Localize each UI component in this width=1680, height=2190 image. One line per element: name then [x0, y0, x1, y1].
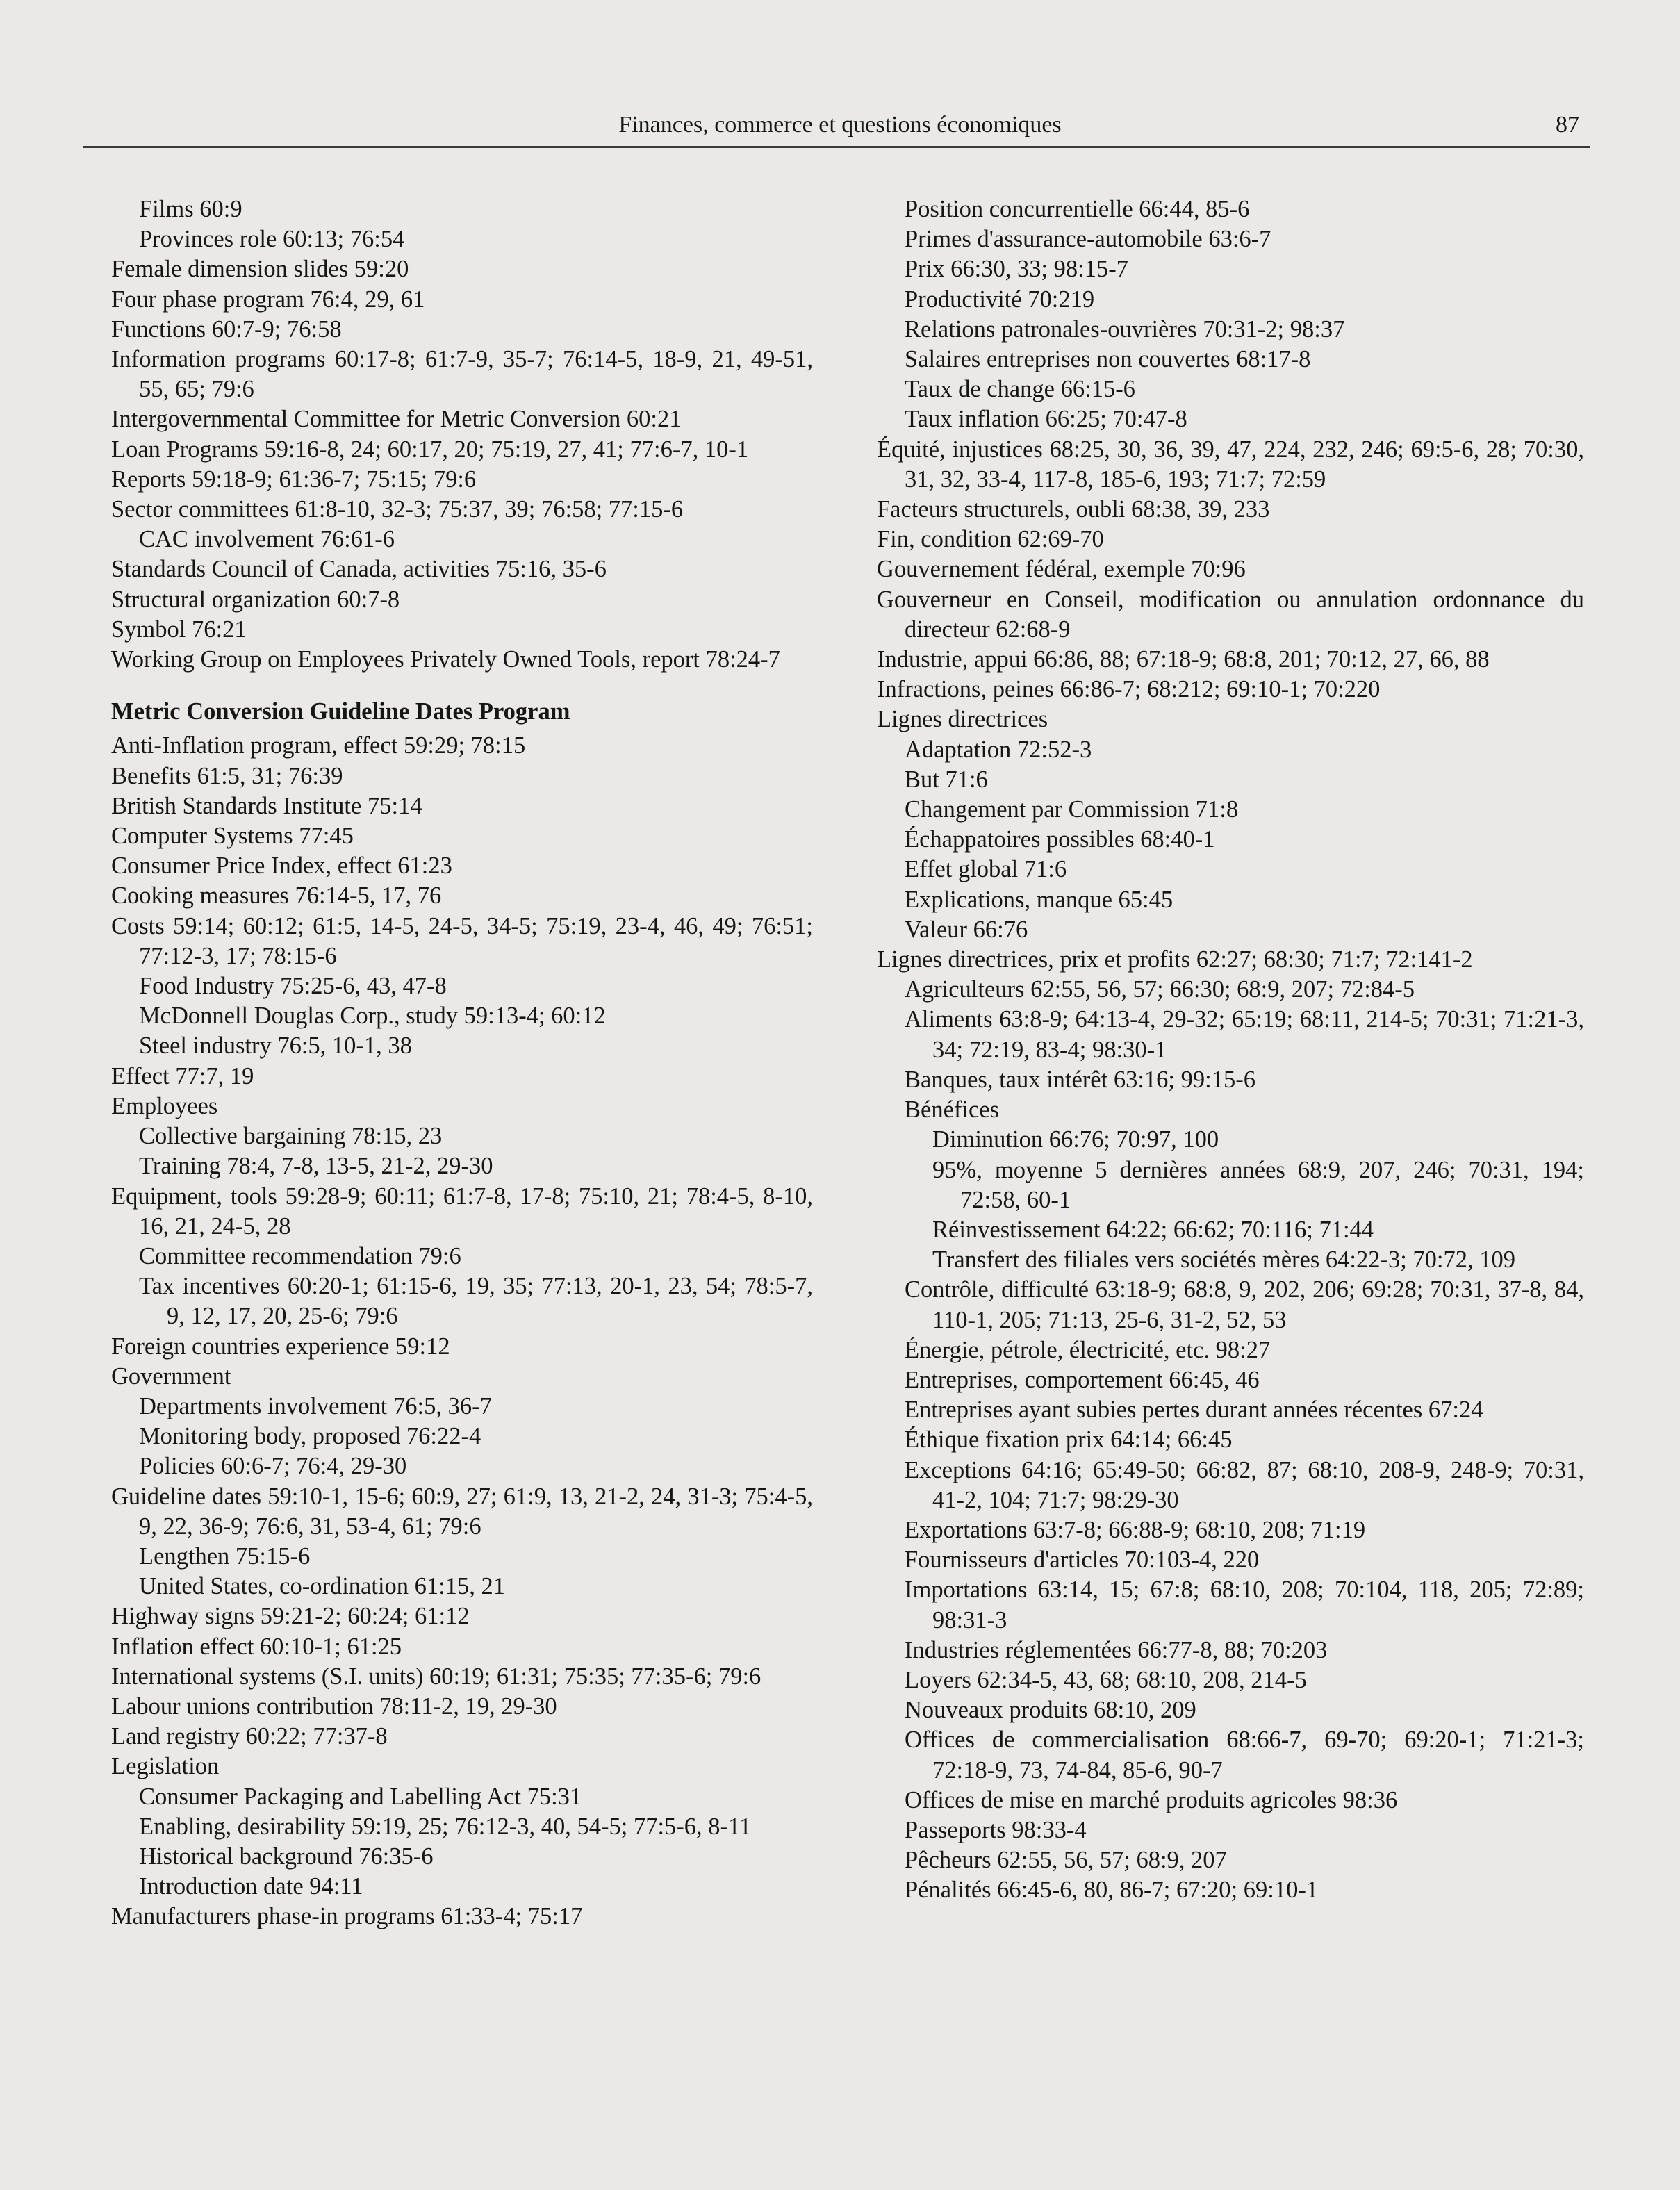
- index-entry: Gouvernement fédéral, exemple 70:96: [877, 556, 1246, 583]
- index-entry: But 71:6: [905, 766, 988, 793]
- index-entry: Adaptation 72:52-3: [905, 736, 1092, 763]
- index-entry: Taux de change 66:15-6: [905, 376, 1135, 403]
- index-entry: Equipment, tools 59:28-9; 60:11; 61:7-8, 17-8; 75:10, 21; 78:4-5, 8-10, 16, 21, 24-5, 28: [111, 1183, 813, 1240]
- index-section-heading: Metric Conversion Guideline Dates Program: [111, 698, 570, 725]
- index-entry: Explications, manque 65:45: [905, 886, 1173, 913]
- index-entry: Prix 66:30, 33; 98:15-7: [905, 256, 1129, 283]
- index-entry: Costs 59:14; 60:12; 61:5, 14-5, 24-5, 34-5; 75:19, 23-4, 46, 49; 76:51; 77:12-3, 17; 78:15-6: [111, 912, 813, 969]
- index-entry: Passeports 98:33-4: [905, 1816, 1087, 1843]
- index-entry: United States, co-ordination 61:15, 21: [139, 1573, 506, 1600]
- index-entry: Diminution 66:76; 70:97, 100: [932, 1126, 1219, 1153]
- index-entry: Labour unions contribution 78:11-2, 19, 29-30: [111, 1693, 557, 1720]
- index-entry: Agriculteurs 62:55, 56, 57; 66:30; 68:9, 207; 72:84-5: [905, 976, 1415, 1003]
- index-entry: Sector committees 61:8-10, 32-3; 75:37, 39; 76:58; 77:15-6: [111, 496, 684, 523]
- index-entry: Collective bargaining 78:15, 23: [139, 1123, 443, 1150]
- index-entry: Foreign countries experience 59:12: [111, 1333, 450, 1360]
- index-entry: Working Group on Employees Privately Owned Tools, report 78:24-7: [111, 646, 780, 673]
- index-entry: Effet global 71:6: [905, 856, 1067, 883]
- index-entry: Employees: [111, 1092, 218, 1119]
- index-entry: Steel industry 76:5, 10-1, 38: [139, 1032, 412, 1060]
- index-entry: Food Industry 75:25-6, 43, 47-8: [139, 973, 447, 1000]
- index-entry: Historical background 76:35-6: [139, 1843, 434, 1870]
- index-entry: Bénéfices: [905, 1096, 1000, 1123]
- index-entry: Banques, taux intérêt 63:16; 99:15-6: [905, 1066, 1255, 1093]
- index-entry: Committee recommendation 79:6: [139, 1242, 461, 1269]
- index-entry: Government: [111, 1362, 231, 1390]
- index-entry: Position concurrentielle 66:44, 85-6: [905, 196, 1250, 222]
- index-entry: Lignes directrices, prix et profits 62:27; 68:30; 71:7; 72:141-2: [877, 946, 1473, 973]
- index-entry: Standards Council of Canada, activities 75:16, 35-6: [111, 556, 607, 583]
- index-entry: Policies 60:6-7; 76:4, 29-30: [139, 1453, 407, 1480]
- index-entry: Computer Systems 77:45: [111, 823, 354, 850]
- index-entry: Consumer Packaging and Labelling Act 75:31: [139, 1783, 582, 1810]
- index-entry: Legislation: [111, 1753, 220, 1780]
- index-entry: Information programs 60:17-8; 61:7-9, 35-7; 76:14-5, 18-9, 21, 49-51, 55, 65; 79:6: [111, 346, 813, 403]
- index-entry: Lengthen 75:15-6: [139, 1542, 311, 1570]
- index-entry: Benefits 61:5, 31; 76:39: [111, 762, 343, 789]
- index-entry: International systems (S.I. units) 60:19; 61:31; 75:35; 77:35-6; 79:6: [111, 1663, 761, 1690]
- index-entry: Gouverneur en Conseil, modification ou annulation ordonnance du directeur 62:68-9: [877, 586, 1584, 643]
- page-header-title: Finances, commerce et questions économiques: [618, 112, 1062, 138]
- index-entry: Primes d'assurance-automobile 63:6-7: [905, 226, 1271, 253]
- index-entry: 95%, moyenne 5 dernières années 68:9, 207, 246; 70:31, 194; 72:58, 60-1: [932, 1156, 1584, 1213]
- header-rule: [83, 146, 1590, 148]
- index-entry: Échappatoires possibles 68:40-1: [905, 826, 1215, 853]
- index-entry: Entreprises ayant subies pertes durant années récentes 67:24: [905, 1397, 1483, 1424]
- index-entry: Relations patronales-ouvrières 70:31-2; 98:37: [905, 315, 1345, 343]
- index-entry: Éthique fixation prix 64:14; 66:45: [905, 1426, 1233, 1454]
- index-entry: Manufacturers phase-in programs 61:33-4; 75:17: [111, 1903, 583, 1930]
- index-entry: Training 78:4, 7-8, 13-5, 21-2, 29-30: [139, 1153, 493, 1180]
- index-entry: Consumer Price Index, effect 61:23: [111, 853, 452, 880]
- index-entry: Functions 60:7-9; 76:58: [111, 315, 342, 343]
- index-entry: Offices de mise en marché produits agricoles 98:36: [905, 1786, 1398, 1813]
- index-column-left: [111, 195, 813, 1932]
- index-entry: Industrie, appui 66:86, 88; 67:18-9; 68:8, 201; 70:12, 27, 66, 88: [877, 646, 1490, 673]
- index-entry: Inflation effect 60:10-1; 61:25: [111, 1633, 402, 1660]
- index-entry: Four phase program 76:4, 29, 61: [111, 286, 425, 313]
- index-entry: Introduction date 94:11: [139, 1873, 363, 1900]
- index-entry: Female dimension slides 59:20: [111, 256, 409, 283]
- index-column-right: [877, 195, 1584, 1906]
- index-entry: Loan Programs 59:16-8, 24; 60:17, 20; 75:19, 27, 41; 77:6-7, 10-1: [111, 436, 749, 463]
- index-entry: Films 60:9: [139, 196, 242, 222]
- index-entry: Productivité 70:219: [905, 286, 1095, 313]
- index-entry: British Standards Institute 75:14: [111, 792, 422, 819]
- index-entry: Énergie, pétrole, électricité, etc. 98:27: [905, 1336, 1271, 1363]
- index-entry: Loyers 62:34-5, 43, 68; 68:10, 208, 214-5: [905, 1666, 1307, 1693]
- index-entry: Anti-Inflation program, effect 59:29; 78:15: [111, 732, 526, 759]
- index-entry: Nouveaux produits 68:10, 209: [905, 1697, 1196, 1724]
- index-entry: Highway signs 59:21-2; 60:24; 61:12: [111, 1603, 470, 1630]
- index-entry: Équité, injustices 68:25, 30, 36, 39, 47, 224, 232, 246; 69:5-6, 28; 70:30, 31, 32, 33-4, 117-8, 185-6, 193; 71:7; 72:59: [877, 436, 1584, 493]
- index-entry: Provinces role 60:13; 76:54: [139, 226, 405, 253]
- page-number: 87: [1556, 112, 1579, 138]
- index-entry: Salaires entreprises non couvertes 68:17-8: [905, 346, 1311, 373]
- index-entry: Enabling, desirability 59:19, 25; 76:12-3, 40, 54-5; 77:5-6, 8-11: [139, 1813, 752, 1840]
- index-entry: Reports 59:18-9; 61:36-7; 75:15; 79:6: [111, 466, 477, 493]
- index-entry: Pêcheurs 62:55, 56, 57; 68:9, 207: [905, 1847, 1227, 1874]
- index-entry: Effect 77:7, 19: [111, 1062, 254, 1089]
- index-entry: Contrôle, difficulté 63:18-9; 68:8, 9, 202, 206; 69:28; 70:31, 37-8, 84, 110-1, 205; 71:13, 25-6, 31-2, 52, 53: [905, 1276, 1584, 1333]
- index-entry: Exceptions 64:16; 65:49-50; 66:82, 87; 68:10, 208-9, 248-9; 70:31, 41-2, 104; 71:7; 98:29-30: [905, 1456, 1584, 1513]
- index-entry: Fin, condition 62:69-70: [877, 526, 1104, 553]
- index-entry: Facteurs structurels, oubli 68:38, 39, 233: [877, 496, 1270, 523]
- index-entry: Réinvestissement 64:22; 66:62; 70:116; 71:44: [932, 1216, 1374, 1243]
- index-entry: McDonnell Douglas Corp., study 59:13-4; 60:12: [139, 1003, 606, 1030]
- index-entry: Infractions, peines 66:86-7; 68:212; 69:10-1; 70:220: [877, 676, 1381, 703]
- index-entry: Aliments 63:8-9; 64:13-4, 29-32; 65:19; 68:11, 214-5; 70:31; 71:21-3, 34; 72:19, 83-4; 98:30-1: [905, 1006, 1584, 1063]
- index-entry: Importations 63:14, 15; 67:8; 68:10, 208; 70:104, 118, 205; 72:89; 98:31-3: [905, 1576, 1584, 1633]
- index-entry: Pénalités 66:45-6, 80, 86-7; 67:20; 69:10-1: [905, 1877, 1319, 1904]
- index-entry: Intergovernmental Committee for Metric Conversion 60:21: [111, 406, 682, 433]
- index-entry: Changement par Commission 71:8: [905, 796, 1239, 823]
- index-entry: Cooking measures 76:14-5, 17, 76: [111, 882, 442, 909]
- index-entry: Structural organization 60:7-8: [111, 586, 400, 613]
- index-entry: Departments involvement 76:5, 36-7: [139, 1392, 492, 1419]
- index-entry: Valeur 66:76: [905, 916, 1028, 943]
- index-entry: Taux inflation 66:25; 70:47-8: [905, 406, 1187, 433]
- index-entry: Land registry 60:22; 77:37-8: [111, 1723, 388, 1750]
- index-entry: Exportations 63:7-8; 66:88-9; 68:10, 208; 71:19: [905, 1516, 1366, 1543]
- index-entry: Symbol 76:21: [111, 616, 247, 643]
- index-entry: Offices de commercialisation 68:66-7, 69-70; 69:20-1; 71:21-3; 72:18-9, 73, 74-84, 85-6, 90-7: [905, 1727, 1584, 1784]
- index-entry: Fournisseurs d'articles 70:103-4, 220: [905, 1547, 1260, 1574]
- index-entry: Entreprises, comportement 66:45, 46: [905, 1366, 1260, 1393]
- index-entry: Tax incentives 60:20-1; 61:15-6, 19, 35; 77:13, 20-1, 23, 54; 78:5-7, 9, 12, 17, 20, 25-6; 79:6: [139, 1273, 813, 1330]
- index-entry: Guideline dates 59:10-1, 15-6; 60:9, 27; 61:9, 13, 21-2, 24, 31-3; 75:4-5, 9, 22, 36-9; 76:6, 31, 53-4, 61; 79:6: [111, 1483, 813, 1540]
- index-entry: Industries réglementées 66:77-8, 88; 70:203: [905, 1636, 1328, 1663]
- index-entry: Transfert des filiales vers sociétés mères 64:22-3; 70:72, 109: [932, 1246, 1516, 1274]
- index-entry: Monitoring body, proposed 76:22-4: [139, 1423, 481, 1450]
- index-entry: Lignes directrices: [877, 706, 1048, 733]
- index-entry: CAC involvement 76:61-6: [139, 526, 395, 553]
